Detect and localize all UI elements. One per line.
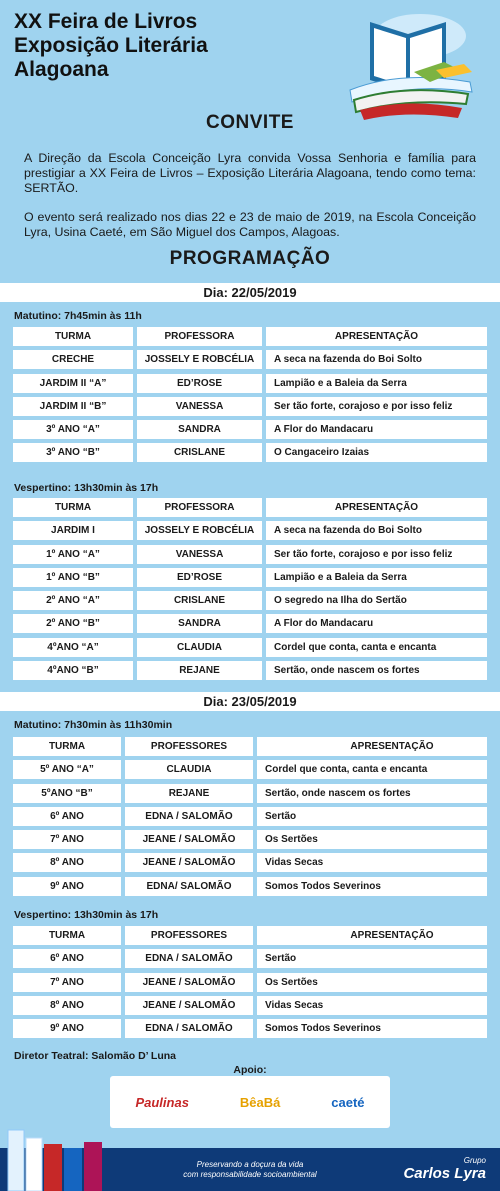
- table-row: [13, 807, 487, 826]
- turma-cell: 5ºANO “B”: [13, 784, 121, 803]
- professor-cell: REJANE: [125, 784, 253, 803]
- product-packages-image: [6, 1124, 110, 1191]
- table-header-row: [13, 737, 487, 756]
- brand-logo: [403, 1156, 486, 1183]
- table-row: [13, 949, 487, 968]
- table-row: [13, 568, 487, 587]
- turma-cell: 6º ANO: [13, 807, 121, 826]
- apresentacao-cell: Cordel que conta, canta e encanta: [266, 638, 487, 657]
- table-row: [13, 661, 487, 680]
- table-row: [13, 521, 487, 540]
- turma-cell: 9º ANO: [13, 877, 121, 896]
- column-header: APRESENTAÇÃO: [257, 926, 487, 945]
- apresentacao-cell: Vidas Secas: [257, 853, 487, 872]
- day-1-vespertino-label: Vespertino: 13h30min às 17h: [14, 482, 159, 494]
- apresentacao-cell: Sertão: [257, 807, 487, 826]
- table-row: [13, 638, 487, 657]
- professor-cell: JOSSELY E ROBCÉLIA: [137, 521, 262, 540]
- invitation-text: [24, 151, 476, 254]
- table-header-row: [13, 926, 487, 945]
- table-row: [13, 784, 487, 803]
- turma-cell: 9º ANO: [13, 1019, 121, 1038]
- column-header: APRESENTAÇÃO: [266, 327, 487, 346]
- sponsor-logos: [110, 1076, 390, 1128]
- turma-cell: 6º ANO: [13, 949, 121, 968]
- table-row: [13, 443, 487, 462]
- convite-heading: CONVITE: [206, 112, 294, 133]
- professor-cell: SANDRA: [137, 614, 262, 633]
- turma-cell: 3º ANO “A”: [13, 420, 133, 439]
- apresentacao-cell: Sertão: [257, 949, 487, 968]
- brand-group: Grupo: [463, 1156, 486, 1165]
- professor-cell: EDNA / SALOMÃO: [125, 807, 253, 826]
- table-row: [13, 614, 487, 633]
- column-header: TURMA: [13, 926, 121, 945]
- apresentacao-cell: Ser tão forte, corajoso e por isso feliz: [266, 545, 487, 564]
- sponsor-logo-beaba: BêaBá: [239, 1094, 281, 1110]
- table-row: [13, 760, 487, 779]
- day-2-vespertino-table: [13, 926, 487, 1042]
- apresentacao-cell: Sertão, onde nascem os fortes: [266, 661, 487, 680]
- invitation-paragraph-2: O evento será realizado nos dias 22 e 23 de maio de 2019, na Escola Conceição Lyra, Usina Caeté, em São Miguel dos Campos, Alagoas.: [24, 210, 476, 239]
- column-header: APRESENTAÇÃO: [257, 737, 487, 756]
- turma-cell: 8º ANO: [13, 996, 121, 1015]
- day-1-matutino-table: [13, 327, 487, 467]
- table-header-row: [13, 327, 487, 346]
- table-row: [13, 1019, 487, 1038]
- professor-cell: JEANE / SALOMÃO: [125, 853, 253, 872]
- apresentacao-cell: Ser tão forte, corajoso e por isso feliz: [266, 397, 487, 416]
- day-2-bar: Dia: 23/05/2019: [0, 692, 500, 711]
- professor-cell: EDNA/ SALOMÃO: [125, 877, 253, 896]
- table-row: [13, 350, 487, 369]
- slogan-line-2: com responsabilidade socioambiental: [183, 1170, 317, 1179]
- brand-name: Carlos Lyra: [403, 1165, 486, 1182]
- sponsor-logo-caete: caeté: [331, 1094, 365, 1110]
- turma-cell: 7º ANO: [13, 830, 121, 849]
- title-line-3: Alagoana: [14, 58, 109, 81]
- professor-cell: REJANE: [137, 661, 262, 680]
- table-row: [13, 877, 487, 896]
- turma-cell: 3º ANO “B”: [13, 443, 133, 462]
- slogan-line-1: Preservando a doçura da vida: [196, 1160, 304, 1169]
- open-book-icon: [340, 12, 480, 122]
- title-line-1: XX Feira de Livros: [14, 10, 198, 33]
- professor-cell: CLAUDIA: [137, 638, 262, 657]
- column-header: PROFESSORA: [137, 498, 262, 517]
- turma-cell: 5º ANO “A”: [13, 760, 121, 779]
- table-row: [13, 996, 487, 1015]
- apresentacao-cell: Sertão, onde nascem os fortes: [257, 784, 487, 803]
- column-header: APRESENTAÇÃO: [266, 498, 487, 517]
- turma-cell: 7º ANO: [13, 973, 121, 992]
- apresentacao-cell: A seca na fazenda do Boi Solto: [266, 521, 487, 540]
- professor-cell: JEANE / SALOMÃO: [125, 996, 253, 1015]
- table-row: [13, 973, 487, 992]
- professor-cell: JEANE / SALOMÃO: [125, 830, 253, 849]
- table-row: [13, 591, 487, 610]
- apresentacao-cell: O Cangaceiro Izaias: [266, 443, 487, 462]
- turma-cell: 8º ANO: [13, 853, 121, 872]
- column-header: TURMA: [13, 498, 133, 517]
- day-1-vespertino-table: [13, 498, 487, 684]
- professor-cell: CLAUDIA: [125, 760, 253, 779]
- column-header: TURMA: [13, 737, 121, 756]
- professor-cell: ED’ROSE: [137, 568, 262, 587]
- apresentacao-cell: Vidas Secas: [257, 996, 487, 1015]
- table-row: [13, 853, 487, 872]
- apresentacao-cell: Lampião e a Baleia da Serra: [266, 374, 487, 393]
- apoio-label: Apoio:: [233, 1064, 267, 1076]
- professor-cell: SANDRA: [137, 420, 262, 439]
- professor-cell: ED’ROSE: [137, 374, 262, 393]
- column-header: PROFESSORA: [137, 327, 262, 346]
- professor-cell: EDNA / SALOMÃO: [125, 1019, 253, 1038]
- turma-cell: 4ºANO “B”: [13, 661, 133, 680]
- apresentacao-cell: Lampião e a Baleia da Serra: [266, 568, 487, 587]
- turma-cell: 1º ANO “B”: [13, 568, 133, 587]
- day-2-matutino-label: Matutino: 7h30min às 11h30min: [14, 719, 173, 731]
- turma-cell: 2º ANO “A”: [13, 591, 133, 610]
- professor-cell: JEANE / SALOMÃO: [125, 973, 253, 992]
- turma-cell: 2º ANO “B”: [13, 614, 133, 633]
- apresentacao-cell: Somos Todos Severinos: [257, 1019, 487, 1038]
- day-2-vespertino-label: Vespertino: 13h30min às 17h: [14, 909, 159, 921]
- day-1-bar: Dia: 22/05/2019: [0, 283, 500, 302]
- apresentacao-cell: Os Sertões: [257, 973, 487, 992]
- professor-cell: CRISLANE: [137, 443, 262, 462]
- apresentacao-cell: Os Sertões: [257, 830, 487, 849]
- page-title: [14, 10, 314, 82]
- professor-cell: EDNA / SALOMÃO: [125, 949, 253, 968]
- turma-cell: JARDIM I: [13, 521, 133, 540]
- apresentacao-cell: A seca na fazenda do Boi Solto: [266, 350, 487, 369]
- title-line-2: Exposição Literária: [14, 34, 208, 57]
- table-row: [13, 374, 487, 393]
- turma-cell: CRECHE: [13, 350, 133, 369]
- professor-cell: VANESSA: [137, 545, 262, 564]
- programacao-heading: PROGRAMAÇÃO: [169, 248, 331, 269]
- day-2-matutino-table: [13, 737, 487, 900]
- invitation-paragraph-1: A Direção da Escola Conceição Lyra convida Vossa Senhoria e família para prestigiar a XX Feira de Livros – Exposição Literária Alagoana, tendo como tema: SERTÃO.: [24, 151, 476, 195]
- table-header-row: [13, 498, 487, 517]
- sponsor-logo-paulinas: Paulinas: [135, 1094, 189, 1110]
- turma-cell: JARDIM II “A”: [13, 374, 133, 393]
- apresentacao-cell: O segredo na Ilha do Sertão: [266, 591, 487, 610]
- column-header: PROFESSORES: [125, 737, 253, 756]
- day-1-matutino-label: Matutino: 7h45min às 11h: [14, 310, 142, 322]
- professor-cell: VANESSA: [137, 397, 262, 416]
- table-row: [13, 420, 487, 439]
- apresentacao-cell: Somos Todos Severinos: [257, 877, 487, 896]
- apresentacao-cell: A Flor do Mandacaru: [266, 614, 487, 633]
- turma-cell: 4ºANO “A”: [13, 638, 133, 657]
- apresentacao-cell: Cordel que conta, canta e encanta: [257, 760, 487, 779]
- table-row: [13, 830, 487, 849]
- table-row: [13, 545, 487, 564]
- table-row: [13, 397, 487, 416]
- column-header: PROFESSORES: [125, 926, 253, 945]
- apresentacao-cell: A Flor do Mandacaru: [266, 420, 487, 439]
- column-header: TURMA: [13, 327, 133, 346]
- turma-cell: JARDIM II “B”: [13, 397, 133, 416]
- turma-cell: 1º ANO “A”: [13, 545, 133, 564]
- director-credit: Diretor Teatral: Salomão D’ Luna: [14, 1050, 177, 1062]
- professor-cell: CRISLANE: [137, 591, 262, 610]
- professor-cell: JOSSELY E ROBCÉLIA: [137, 350, 262, 369]
